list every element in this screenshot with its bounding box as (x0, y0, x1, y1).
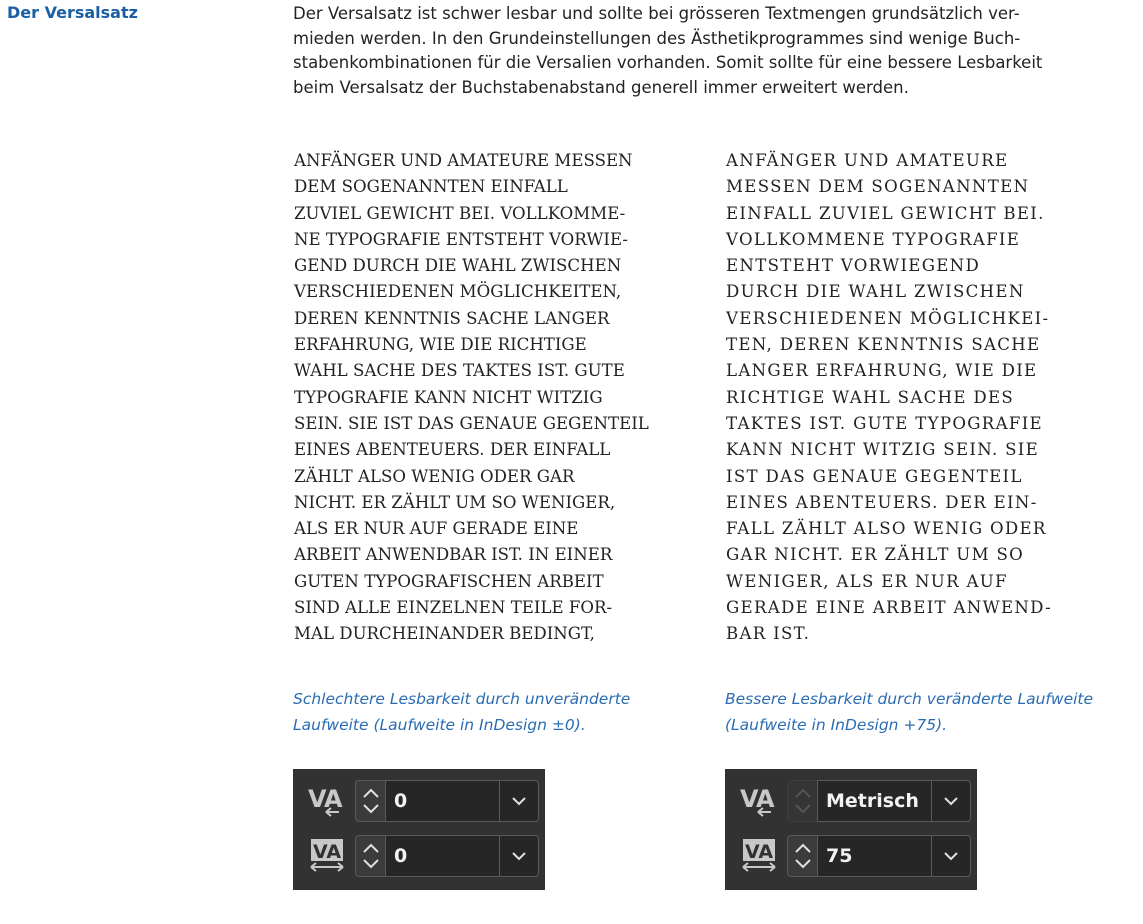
kerning-row (725, 778, 977, 822)
indesign-panel-right (725, 769, 977, 890)
intro-line: beim Versalsatz der Buchstabenabstand generell immer erweitert werden. (293, 77, 909, 97)
sample-line: GEND DURCH DIE WAHL ZWISCHEN (294, 256, 622, 276)
sample-line: VERSCHIEDENEN MÖGLICHKEITEN, (294, 282, 622, 302)
sample-line: GERADE EINE ARBEIT ANWEND- (726, 598, 1053, 618)
tracking-field[interactable] (817, 835, 971, 877)
sample-line: ZUVIEL GEWICHT BEI. VOLLKOMME- (294, 203, 626, 223)
sample-line: WENIGER, ALS ER NUR AUF (726, 571, 1008, 591)
kerning-value[interactable]: Metrisch (826, 790, 919, 812)
tracking-dropdown-button[interactable] (931, 836, 970, 876)
chevron-down-icon (500, 836, 538, 876)
intro-line: stabenkombinationen für die Versalien vorhanden. Somit sollte für eine bessere Lesbarkeit (293, 53, 1043, 72)
section-title: Der Versalsatz (7, 3, 138, 22)
sample-line: DEREN KENNTNIS SACHE LANGER (294, 308, 610, 328)
sample-line: MAL DURCHEINANDER BEDINGT, (294, 624, 595, 644)
sample-line: FALL ZÄHLT ALSO WENIG ODER (726, 519, 1047, 539)
svg-text:VA: VA (313, 841, 342, 863)
kerning-value[interactable]: 0 (394, 790, 408, 812)
tracking-value[interactable]: 75 (826, 845, 853, 867)
sample-line: VOLLKOMMENE TYPOGRAFIE (726, 229, 1021, 249)
sample-line: ERFAHRUNG, WIE DIE RICHTIGE (294, 335, 587, 355)
sample-line: TYPOGRAFIE KANN NICHT WITZIG (294, 387, 603, 407)
tracking-dropdown-button[interactable] (499, 836, 538, 876)
sample-line: RICHTIGE WAHL SACHE DES (726, 387, 1015, 407)
kerning-field[interactable] (385, 780, 539, 822)
sample-line: GUTEN TYPOGRAFISCHEN ARBEIT (294, 571, 604, 591)
sample-line: EINES ABENTEUERS. DER EIN- (726, 492, 1038, 512)
sample-line: EINFALL ZUVIEL GEWICHT BEI. (726, 203, 1045, 223)
sample-line: DEM SOGENANNTEN EINFALL (294, 177, 568, 197)
tracking-icon (305, 837, 349, 875)
caption-line: Schlechtere Lesbarkeit durch unveränderte (293, 690, 631, 708)
tracking-row (293, 833, 545, 877)
sample-line: SIND ALLE EINZELNEN TEILE FOR- (294, 598, 613, 618)
sample-line: NE TYPOGRAFIE ENTSTEHT VORWIE- (294, 229, 629, 249)
intro-paragraph (293, 2, 1113, 100)
chevron-down-icon (500, 781, 538, 821)
caption-line: (Laufweite in InDesign +75). (725, 716, 948, 734)
sample-line: TEN, DEREN KENNTNIS SACHE (726, 335, 1041, 355)
kerning-icon (305, 782, 349, 820)
caption-right (725, 686, 1093, 738)
intro-line: mieden werden. In den Grundeinstellungen des Ästhetikprogrammes sind wenige Buch- (293, 28, 1021, 48)
kerning-stepper[interactable] (355, 780, 386, 822)
chevron-down-icon (932, 836, 970, 876)
sample-line: BAR IST. (726, 624, 811, 644)
sample-line: DURCH DIE WAHL ZWISCHEN (726, 282, 1025, 302)
sample-text-wide-tracking (726, 148, 1052, 648)
sample-line: ARBEIT ANWENDBAR IST. IN EINER (294, 545, 613, 565)
sample-line: ZÄHLT ALSO WENIG ODER GAR (294, 466, 575, 486)
svg-text:V: V (308, 785, 327, 813)
tracking-icon (737, 837, 781, 875)
svg-text:A: A (324, 785, 343, 813)
svg-text:A: A (756, 785, 775, 813)
kerning-dropdown-button[interactable] (931, 781, 970, 821)
sample-line: GAR NICHT. ER ZÄHLT UM SO (726, 545, 1025, 565)
caption-left (293, 686, 630, 738)
kerning-dropdown-button[interactable] (499, 781, 538, 821)
svg-text:VA: VA (745, 841, 774, 863)
sample-line: ANFÄNGER UND AMATEURE (726, 151, 1009, 170)
sample-line: ENTSTEHT VORWIEGEND (726, 256, 981, 276)
sample-line: MESSEN DEM SOGENANNTEN (726, 177, 1030, 197)
kerning-field[interactable] (817, 780, 971, 822)
sample-line: ANFÄNGER UND AMATEURE MESSEN (294, 151, 633, 170)
tracking-field[interactable] (385, 835, 539, 877)
sample-line: IST DAS GENAUE GEGENTEIL (726, 466, 1023, 486)
tracking-stepper[interactable] (355, 835, 386, 877)
sample-line: NICHT. ER ZÄHLT UM SO WENIGER, (294, 492, 616, 512)
chevron-down-icon (932, 781, 970, 821)
kerning-stepper-disabled (787, 780, 818, 822)
sample-line: VERSCHIEDENEN MÖGLICHKEI- (726, 308, 1050, 328)
caption-line: Laufweite (Laufweite in InDesign ±0). (293, 716, 586, 734)
sample-line: ALS ER NUR AUF GERADE EINE (294, 519, 579, 539)
kerning-row (293, 778, 545, 822)
sample-line: TAKTES IST. GUTE TYPOGRAFIE (726, 413, 1043, 433)
sample-text-default-tracking (294, 148, 649, 648)
tracking-row (725, 833, 977, 877)
sample-line: EINES ABENTEUERS. DER EINFALL (294, 440, 611, 460)
indesign-panel-left (293, 769, 545, 890)
svg-text:V: V (740, 785, 759, 813)
tracking-stepper[interactable] (787, 835, 818, 877)
sample-line: SEIN. SIE IST DAS GENAUE GEGENTEIL (294, 413, 649, 433)
intro-line: Der Versalsatz ist schwer lesbar und sollte bei grösseren Textmengen grundsätzlich ver- (293, 4, 1020, 23)
kerning-icon (737, 782, 781, 820)
caption-line: Bessere Lesbarkeit durch veränderte Laufweite (725, 690, 1094, 708)
sample-line: KANN NICHT WITZIG SEIN. SIE (726, 440, 1040, 460)
tracking-value[interactable]: 0 (394, 845, 408, 867)
sample-line: WAHL SACHE DES TAKTES IST. GUTE (294, 361, 625, 381)
sample-line: LANGER ERFAHRUNG, WIE DIE (726, 361, 1038, 381)
